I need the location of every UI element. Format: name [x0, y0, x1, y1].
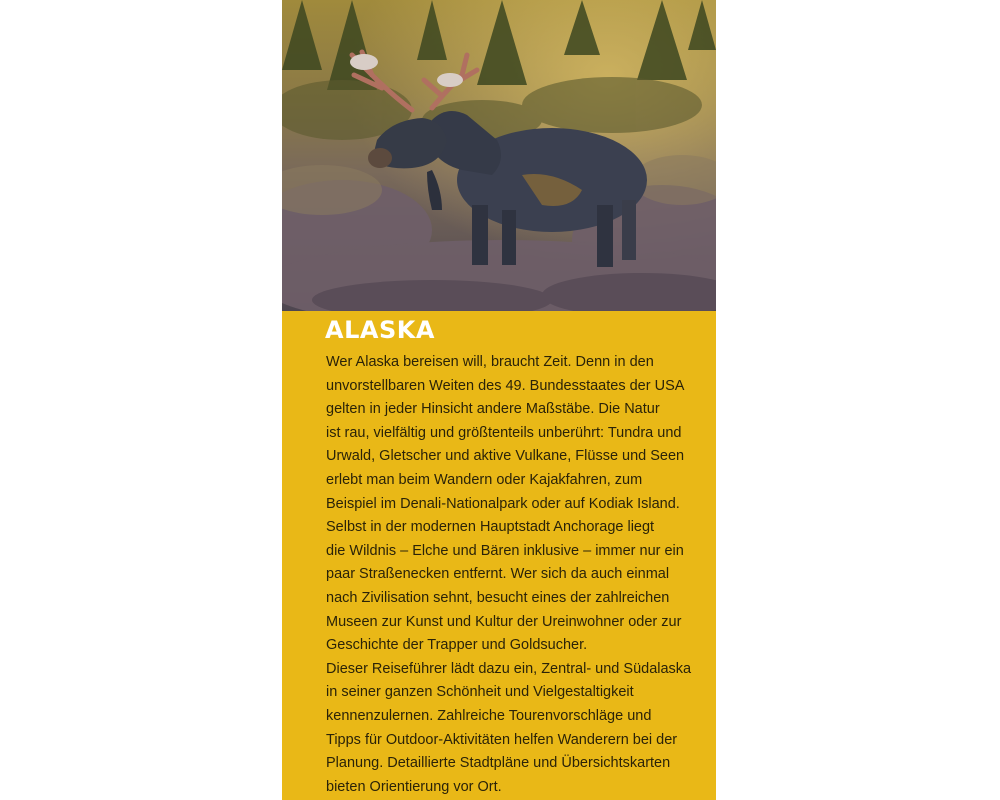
text-line: Beispiel im Denali-Nationalpark oder auf Kodiak Island. — [326, 495, 680, 512]
description-text — [326, 351, 696, 799]
text-panel — [282, 311, 716, 800]
text-line: erlebt man beim Wandern oder Kajakfahren, zum — [326, 471, 643, 488]
text-line: die Wildnis – Elche und Bären inklusive – immer nur ein — [326, 542, 684, 559]
text-line: Museen zur Kunst und Kultur der Ureinwohner oder zur — [326, 613, 682, 630]
text-line: gelten in jeder Hinsicht andere Maßstäbe. Die Natur — [326, 401, 660, 418]
text-line: kennenzulernen. Zahlreiche Tourenvorschläge und — [326, 707, 652, 724]
text-line: in seiner ganzen Schönheit und Vielgestaltigkeit — [326, 684, 634, 701]
text-line: Wer Alaska bereisen will, braucht Zeit. Denn in den — [326, 354, 654, 370]
text-line: Planung. Detaillierte Stadtpläne und Übersichtskarten — [326, 755, 671, 772]
text-line: unvorstellbaren Weiten des 49. Bundesstaates der USA — [326, 377, 685, 394]
text-line: Tipps für Outdoor-Aktivitäten helfen Wanderern bei der — [326, 731, 678, 748]
text-line: Selbst in der modernen Hauptstadt Anchorage liegt — [326, 519, 655, 536]
text-line: bieten Orientierung vor Ort. — [326, 778, 502, 795]
text-line: Geschichte der Trapper und Goldsucher. — [326, 637, 588, 654]
moose-photo — [282, 0, 716, 311]
text-line: Urwald, Gletscher und aktive Vulkane, Flüsse und Seen — [326, 448, 685, 465]
book-back-cover — [282, 0, 716, 800]
text-line: paar Straßenecken entfernt. Wer sich da auch einmal — [326, 566, 670, 583]
text-line: nach Zivilisation sehnt, besucht eines der zahlreichen — [326, 589, 670, 606]
text-line: Dieser Reiseführer lädt dazu ein, Zentral- und Südalaska — [326, 660, 692, 677]
text-line: ist rau, vielfältig und größtenteils unberührt: Tundra und — [326, 424, 682, 441]
page-title: ALASKA — [325, 316, 435, 344]
